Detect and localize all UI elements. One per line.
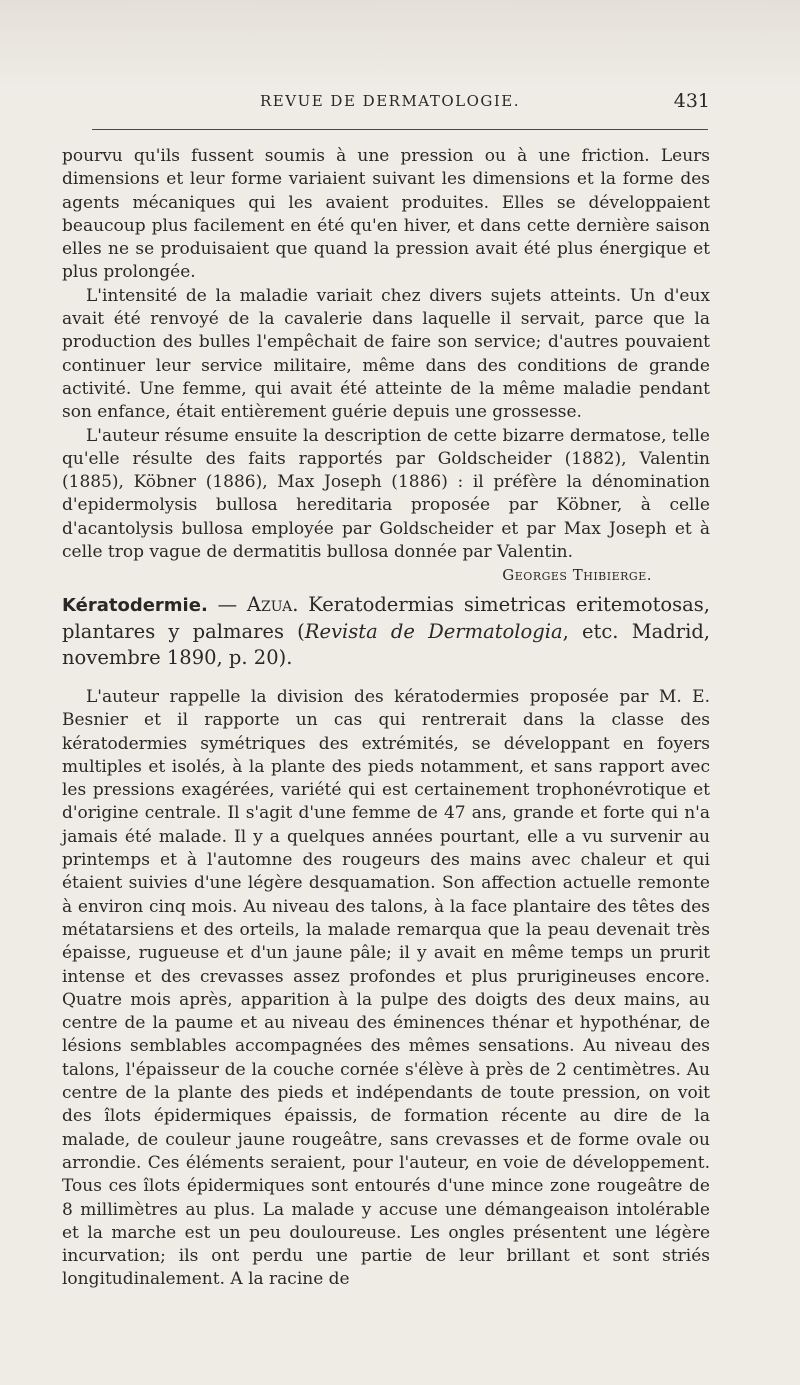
journal-name: Revista de Dermatologia bbox=[304, 620, 563, 643]
article-keyword: Kératodermie. bbox=[62, 595, 208, 616]
page-header bbox=[60, 92, 710, 116]
running-title: REVUE DE DERMATOLOGIE. bbox=[260, 92, 521, 110]
previous-article-text bbox=[62, 145, 710, 588]
top-margin-shading bbox=[0, 0, 800, 90]
article-body bbox=[62, 686, 710, 1292]
page-number: 431 bbox=[673, 90, 710, 112]
article-heading bbox=[62, 592, 710, 671]
paragraph: L'intensité de la maladie variait chez divers sujets atteints. Un d'eux avait été renvoyé de la cavalerie dans laquelle il servait, parce que la production des bulles l'empêchait de faire son service; d'autres pouvaient continuer leur service militaire, même dans des conditions de grande activité. Une femme, qui avait été atteinte de la même maladie pendant son enfance, était entièrement guérie depuis une grossesse. bbox=[62, 285, 710, 423]
paragraph-text: L'auteur résume ensuite la description de cette bizarre dermatose, telle qu'elle résulte des faits rapportés par Goldscheider (1882), Valentin (1885), Köbner (1886), Max Joseph (1886) : il préfère la dénomination d'epidermolysis bullosa hereditaria proposée par Köbner, à celle d'acantolysis bullosa employée par Goldscheider et par Max Joseph et à celle trop vague de dermatitis bullosa donnée par Valentin. bbox=[62, 425, 710, 563]
paragraph: pourvu qu'ils fussent soumis à une pression ou à une friction. Leurs dimensions et leur forme variaient suivant les dimensions et la forme des agents mécaniques qui les avaient produites. Elles se développaient beaucoup plus facilement en été qu'en hiver, et dans cette dernière saison elles ne se produisaient que quand la pression avait été plus énergique et plus prolongée. bbox=[62, 146, 710, 283]
header-rule bbox=[92, 129, 708, 130]
heading-dash: — bbox=[207, 593, 247, 616]
paragraph bbox=[62, 425, 710, 585]
paragraph: L'auteur rappelle la division des kératodermies proposée par M. E. Besnier et il rapporte un cas qui rentrerait dans la classe des kératodermies symétriques des extrémités, se développant en foyers multiples et isolés, à la plante des pieds notamment, et sans rapport avec les pressions exagérées, variété qui est certainement trophonévrotique et d'origine centrale. Il s'agit d'une femme de 47 ans, grande et forte qui n'a jamais été malade. Il y a quelques années pourtant, elle a vu survenir au printemps et à l'automne des rougeurs des mains avec chaleur et qui étaient suivies d'une légère desquamation. Son affection actuelle remonte à environ cinq mois. Au niveau des talons, à la face plantaire des têtes des métatarsiens et des orteils, la malade remarqua que la peau devenait très épaisse, rugueuse et d'un jaune pâle; il y avait en même temps un prurit intense et des crevasses assez profondes et plus prurigineuses encore. Quatre mois après, apparition à la pulpe des doigts des deux mains, au centre de la paume et au niveau des éminences thénar et hypothénar, de lésions semblables accompagnées des mêmes sensations. Au niveau des talons, l'épaisseur de la couche cornée s'élève à près de 2 centimètres. Au centre de la plante des pieds et indépendants de toute pression, on voit des îlots épidermiques épaissis, de formation récente au dire de la malade, de couleur jaune rougeâtre, sans crevasses et de forme ovale ou arrondie. Ces éléments seraient, pour l'auteur, en voie de développement. Tous ces îlots épidermiques sont entourés d'une mince zone rougeâtre de 8 millimètres au plus. La malade y accuse une démangeaison intolérable et la marche est un peu douloureuse. Les ongles présentent une légère incurvation; ils ont perdu une partie de leur brillant et sont striés longitudinalement. A la racine de bbox=[62, 687, 710, 1290]
article-author: Azua bbox=[246, 593, 293, 616]
article-title-text: . Keratodermias simetricas eritemotosas, plantares y palmares ( bbox=[62, 593, 710, 643]
citation-end: , etc. Madrid, novembre 1890, p. 20). bbox=[62, 620, 711, 669]
reviewer-signature: Georges Thibierge. bbox=[502, 566, 652, 585]
